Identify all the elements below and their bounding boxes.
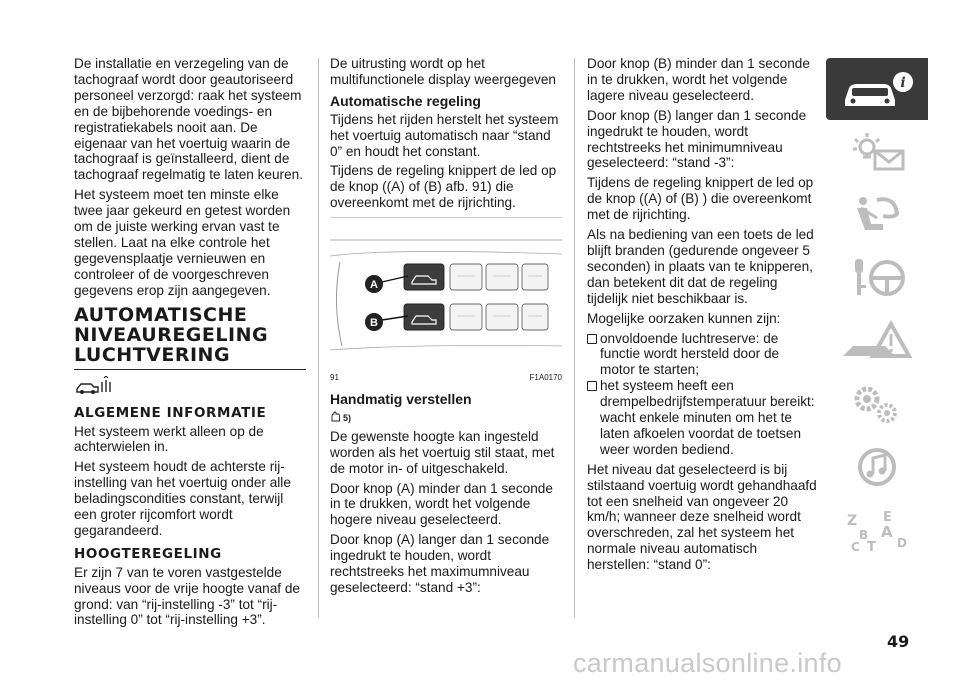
led-paragraph: Tijdens de regeling knippert de led op de knop ((A) of (B) ) die overeenkomt met de rijrichting. xyxy=(587,175,814,223)
figure-number: 91 xyxy=(330,373,339,383)
chapter-tab-vehicle[interactable] xyxy=(826,58,928,120)
intro-paragraph-2: Het systeem moet ten minste elke twee jaar gekeurd en getest worden om de juiste werking ervan vast te stellen. Laat na elke controle het gegevensplaatje vernieuwen en controleer of de voorgeschreven gegevens erop zijn aangegeven. xyxy=(74,187,291,298)
maintenance-gears-icon xyxy=(837,381,917,427)
heading-rule xyxy=(74,369,306,370)
manual-paragraph-1: De gewenste hoogte kan ingesteld worden als het voertuig stil staat, met de motor in- of uitgeschakeld. xyxy=(330,428,555,476)
alphabetical-index-icon xyxy=(837,507,917,553)
cause-item: onvoldoende luchtreserve: de functie wordt hersteld door de motor te starten; xyxy=(587,331,817,379)
warning-reference xyxy=(330,411,351,427)
warning-hand-icon xyxy=(330,411,341,422)
watermark: carmanualsonline.info xyxy=(573,648,842,678)
multimedia-note-icon xyxy=(837,444,917,490)
bullet-square-icon xyxy=(587,334,597,344)
causes-intro: Mogelijke oorzaken kunnen zijn: xyxy=(587,310,781,326)
warning-number: 5) xyxy=(343,412,352,423)
figure-label-b: B xyxy=(370,317,378,330)
section-heading-height: HOOGTEREGELING xyxy=(74,545,222,562)
height-paragraph: Er zijn 7 van te voren vastgestelde niveaus voor de vrije hoogte vanaf de grond: van “rij-instelling -3” tot “rij-instelling 0” tot “rij-instelling +3”. xyxy=(74,564,300,628)
chapter-tab-multimedia[interactable] xyxy=(826,436,928,498)
column-2 xyxy=(330,56,562,600)
chapter-tab-emergency[interactable] xyxy=(826,310,928,372)
svg-text:C: C xyxy=(851,540,860,553)
button-panel-illustration xyxy=(330,218,562,364)
general-paragraph-1: Het systeem werkt alleen op de achterwielen in. xyxy=(74,423,264,455)
svg-text:E: E xyxy=(883,510,892,525)
manual-paragraph-3: Door knop (A) langer dan 1 seconde ingedrukt te houden, wordt rechtstreeks het maximumniveau geselecteerd: “stand +3”: xyxy=(330,532,550,595)
column-3 xyxy=(587,56,817,577)
section-heading-general: ALGEMENE INFORMATIE xyxy=(74,404,267,421)
column-divider-1 xyxy=(318,58,319,618)
subheading-automatic: Automatische regeling xyxy=(330,92,481,109)
intro-paragraph-1: De installatie en verzegeling van de tachograaf wordt door geautoriseerd personeel verzorgd: raak het systeem en de bijbehorende voedings- en registratiekabels nooit aan. De eigenaar van het voertuig waarin de tachograaf is geïnstalleerd, dient de tachograaf regelmatig te laten keuren. xyxy=(74,56,303,183)
automatic-paragraph-2: Tijdens de regeling knippert de led op de knop ((A) of (B) afb. 91) die overeenkomt met de rijrichting. xyxy=(330,163,557,211)
figure-label-a: A xyxy=(370,279,378,292)
airbag-seat-icon xyxy=(837,192,917,238)
column-1 xyxy=(74,56,306,632)
cause-item: het systeem heeft een drempelbedrijfstemperatuur bereikt: wacht enkele minuten om het te laten afkoelen voordat de toetsen weer worden bediend. xyxy=(587,378,817,458)
chapter-tab-starting[interactable] xyxy=(826,247,928,309)
display-paragraph: De uitrusting wordt op het multifunctionele display weergegeven xyxy=(330,56,556,87)
figure-91 xyxy=(330,217,562,386)
svg-text:i: i xyxy=(900,75,906,91)
svg-text:D: D xyxy=(897,536,907,550)
chapter-tab-safety[interactable] xyxy=(826,184,928,246)
figure-code: F1A0170 xyxy=(529,373,562,383)
suspension-level-icon xyxy=(74,376,306,398)
figure-caption xyxy=(330,370,562,386)
button-b-paragraph-2: Door knop (B) langer dan 1 seconde ingedrukt te houden, wordt rechtstreeks het minimumniveau geselecteerd: “stand -3”: xyxy=(587,107,807,171)
chapter-sidebar xyxy=(826,58,928,562)
svg-text:Z: Z xyxy=(847,513,858,529)
main-heading: AUTOMATISCHE NIVEAUREGELING LUCHTVERING xyxy=(74,303,269,366)
subheading-manual: Handmatig verstellen xyxy=(330,390,472,407)
led-steady-paragraph: Als na bediening van een toets de led blijft branden (gedurende ongeveer 5 seconden) in plaats van te knipperen, dan betekent dit dat de regeling tijdelijk niet beschikbaar is. xyxy=(587,227,814,306)
car-info-icon xyxy=(837,66,917,112)
svg-text:A: A xyxy=(881,523,893,541)
key-steering-icon xyxy=(837,255,917,301)
chapter-tab-index[interactable] xyxy=(826,499,928,561)
manual-paragraph-2: Door knop (A) minder dan 1 seconde in te drukken, wordt het volgende hogere niveau geselecteerd. xyxy=(330,480,553,528)
general-paragraph-2: Het systeem houdt de achterste rij-instelling van het voertuig onder alle beladingscondities constant, terwijl een groter rijcomfort wordt gegarandeerd. xyxy=(74,459,291,538)
page-number: 49 xyxy=(887,632,910,651)
automatic-paragraph-1: Tijdens het rijden herstelt het systeem het voertuig automatisch naar “stand 0” en houdt het constant. xyxy=(330,111,559,159)
svg-text:B: B xyxy=(859,528,869,542)
svg-text:T: T xyxy=(867,540,876,553)
warning-triangle-icon xyxy=(837,318,917,364)
chapter-tab-maintenance[interactable] xyxy=(826,373,928,435)
chapter-tab-dashboard[interactable] xyxy=(826,121,928,183)
warning-lights-icon xyxy=(837,129,917,175)
button-b-paragraph-1: Door knop (B) minder dan 1 seconde in te drukken, wordt het volgende lagere niveau geselecteerd. xyxy=(587,56,810,103)
column-divider-2 xyxy=(574,58,575,618)
bullet-square-icon xyxy=(587,381,597,391)
speed-paragraph: Het niveau dat geselecteerd is bij stilstaand voertuig wordt gehandhaafd tot een snelheid van ongeveer 20 km/h; wanneer deze snelheid wordt overschreden, zal het systeem het normale niveau automatisch herstellen: “stand 0”: xyxy=(587,461,817,573)
